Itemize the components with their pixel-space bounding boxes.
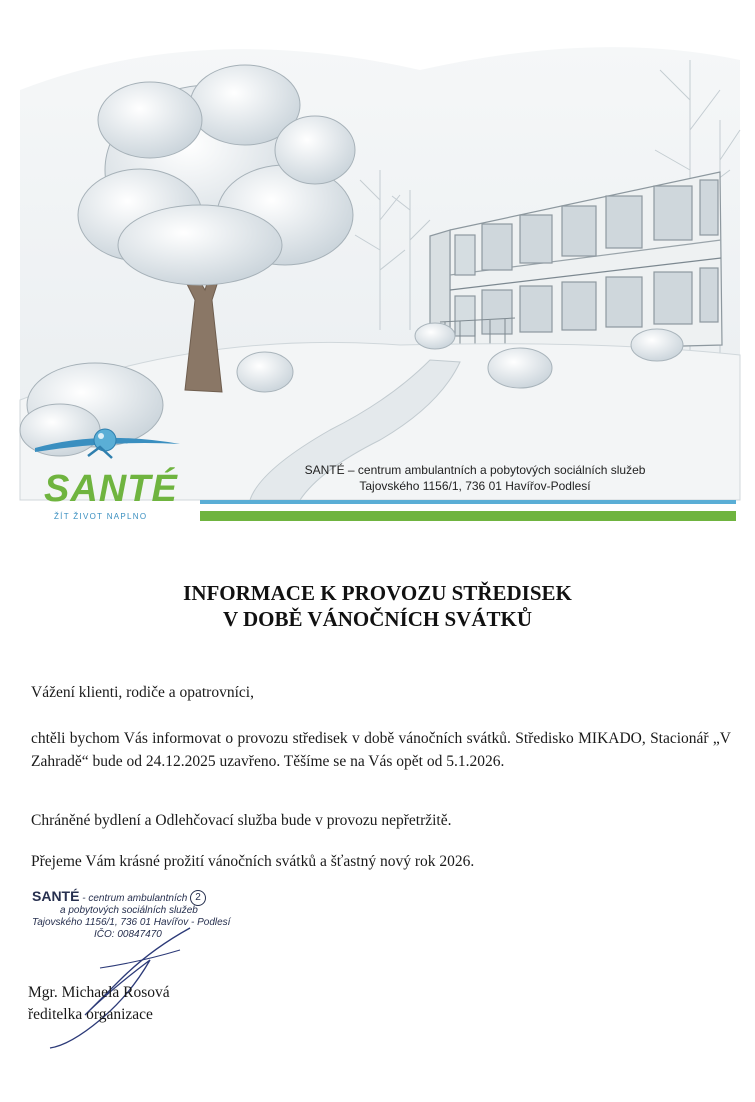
stamp-number: 2 — [190, 890, 206, 906]
stamp-line-3: Tajovského 1156/1, 736 01 Havířov - Podlesí — [32, 917, 231, 928]
winter-scene-illustration — [0, 0, 755, 530]
header-illustration — [0, 0, 755, 530]
document-title-line-1: INFORMACE K PROVOZU STŘEDISEK — [183, 581, 572, 605]
header-stripe-blue — [200, 500, 736, 504]
paragraph-closure-info: chtěli bychom Vás informovat o provozu středisek v době vánočních svátků. Středisko MIKADO, Stacionář „V Zahradě“ bude od 24.12.2025 uzavřeno. Těšíme se na Vás opět od 5.1.2026. — [31, 730, 731, 770]
document-title-line-2: V DOBĚ VÁNOČNÍCH SVÁTKŮ — [222, 607, 533, 631]
signer-name: Mgr. Michaela Rosová — [28, 984, 170, 1001]
stamp-line-4: IČO: 00847470 — [94, 929, 162, 940]
greeting: Vážení klienti, rodiče a opatrovníci, — [31, 684, 254, 701]
paragraph-wishes: Přejeme Vám krásné prožití vánočních svátků a šťastný nový rok 2026. — [31, 853, 475, 870]
stamp-line-1: - centrum ambulantních — [79, 893, 188, 904]
signer-role: ředitelka organizace — [28, 1006, 153, 1023]
organization-name: SANTÉ – centrum ambulantních a pobytových sociálních služeb — [304, 463, 646, 477]
logo-tagline: ŽÍT ŽIVOT NAPLNO — [54, 512, 148, 521]
logo-text: SANTÉ — [44, 468, 178, 510]
paragraph-continuous-services: Chráněné bydlení a Odlehčovací služba bude v provozu nepřetržitě. — [31, 812, 452, 829]
stamp-name: SANTÉ — [32, 888, 80, 904]
organization-address: Tajovského 1156/1, 736 01 Havířov-Podlesí — [359, 479, 591, 493]
stamp-line-2: a pobytových sociálních služeb — [60, 905, 198, 916]
header-stripe-green — [200, 511, 736, 521]
